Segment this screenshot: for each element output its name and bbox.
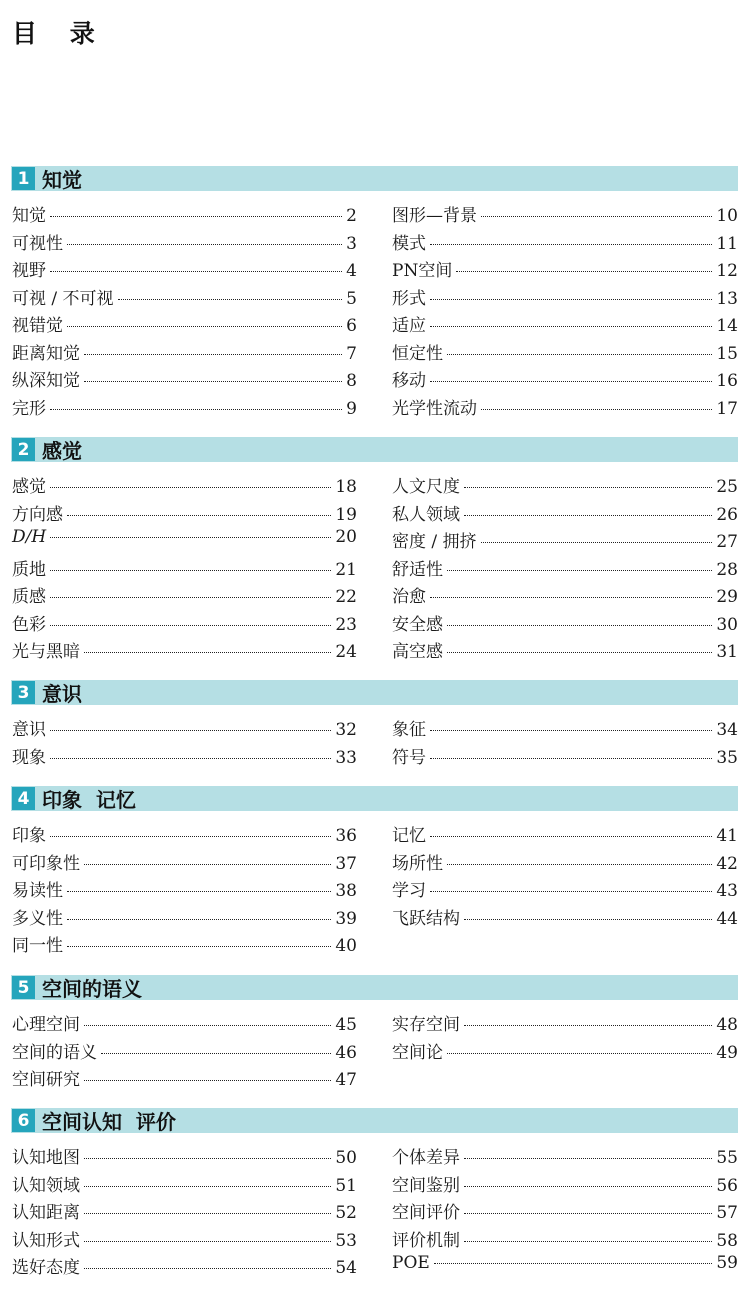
section-number-badge: 3 [12,681,35,704]
toc-entry[interactable] [12,931,357,959]
entry-page-number: 9 [346,398,357,419]
toc-entry[interactable] [12,1198,357,1226]
dot-leader [464,918,712,920]
entry-title: 安全感 [392,614,443,635]
dot-leader [84,1240,331,1242]
dot-leader [430,380,712,382]
entry-title: POE [392,1253,430,1273]
entry-title: 纵深知觉 [12,371,80,391]
section-number-badge: 4 [12,787,35,810]
toc-section [0,786,750,956]
entry-title: 印象 [12,826,46,846]
toc-entry[interactable] [12,1226,357,1254]
entry-page-number: 2 [346,206,357,226]
dot-leader [464,1185,712,1187]
toc-entry[interactable] [12,555,357,583]
toc-entry[interactable] [392,1010,738,1038]
entry-page-number: 26 [716,504,738,525]
dot-leader [481,408,712,410]
entry-page-number: 27 [716,532,738,552]
toc-column-right [392,821,738,931]
entry-page-number: 57 [716,1203,738,1223]
entry-title: 光学性流动 [392,398,477,419]
entry-title: 距离知觉 [12,343,80,364]
entry-title: 感觉 [12,477,46,497]
entry-title: 飞跃结构 [392,908,460,929]
dot-leader [50,569,331,571]
entry-page-number: 42 [716,853,738,874]
toc-entry[interactable] [12,472,357,500]
dot-leader [447,353,712,355]
dot-leader [67,918,331,920]
toc-entry[interactable] [12,582,357,610]
entry-page-number: 15 [716,343,738,364]
toc-entry[interactable] [392,715,738,743]
toc-entry[interactable] [12,201,357,229]
toc-entry[interactable] [392,904,738,932]
entry-page-number: 24 [335,642,357,662]
toc-column-right [392,715,738,770]
toc-entry[interactable] [12,284,357,312]
toc-entry[interactable] [12,849,357,877]
entry-title: 易读性 [12,881,63,901]
entry-page-number: 37 [335,853,357,874]
dot-leader [101,1052,331,1054]
toc-section [0,680,750,768]
toc-entry[interactable] [12,339,357,367]
entry-title: 移动 [392,371,426,391]
entry-title: 空间论 [392,1042,443,1063]
entry-page-number: 35 [716,747,738,768]
entry-title: 个体差异 [392,1148,460,1168]
entry-page-number: 58 [716,1230,738,1251]
entry-page-number: 44 [716,908,738,929]
dot-leader [118,298,343,300]
section-header [11,1108,738,1133]
entry-title: 色彩 [12,614,46,635]
toc-entry[interactable] [392,472,738,500]
entry-title: 可印象性 [12,853,80,874]
entry-page-number: 12 [716,261,738,281]
entry-title: 知觉 [12,206,46,226]
dot-leader [84,353,342,355]
toc-entry[interactable] [12,821,357,849]
dot-leader [464,1212,712,1214]
entry-title: 认知领域 [12,1175,80,1196]
toc-column-left [12,715,357,770]
entry-page-number: 6 [346,316,357,336]
section-title: 空间认知 评价 [42,1110,176,1134]
toc-entry[interactable] [12,1038,357,1066]
dot-leader [84,863,331,865]
section-number-badge: 1 [12,167,35,190]
toc-entry[interactable] [12,1010,357,1038]
entry-title: 心理空间 [12,1015,80,1035]
dot-leader [50,270,342,272]
dot-leader [50,215,342,217]
dot-leader [464,486,712,488]
entry-page-number: 36 [335,826,357,846]
entry-title: 象征 [392,720,426,740]
toc-entry[interactable] [392,876,738,904]
toc-entry[interactable] [12,1171,357,1199]
entry-title: 场所性 [392,853,443,874]
dot-leader [456,270,712,272]
dot-leader [84,1212,331,1214]
entry-page-number: 25 [716,477,738,497]
toc-column-right [392,1010,738,1065]
dot-leader [464,514,712,516]
toc-column-left [12,201,357,421]
dot-leader [430,757,712,759]
entry-page-number: 55 [716,1148,738,1168]
entry-page-number: 10 [716,206,738,226]
entry-title: 空间评价 [392,1203,460,1223]
entry-title: 完形 [12,398,46,419]
entry-page-number: 19 [335,504,357,525]
entry-title: D/H [12,527,47,547]
entry-page-number: 40 [335,936,357,956]
toc-entry[interactable] [392,366,738,394]
dot-leader [84,1157,331,1159]
entry-page-number: 21 [335,559,357,580]
entry-page-number: 53 [335,1230,357,1251]
entry-page-number: 47 [335,1070,357,1090]
dot-leader [481,541,713,543]
toc-column-left [12,472,357,665]
entry-page-number: 46 [335,1042,357,1063]
entry-title: 质地 [12,559,46,580]
toc-entry[interactable] [392,339,738,367]
entry-title: 形式 [392,288,426,309]
dot-leader [447,1052,712,1054]
dot-leader [434,1262,713,1264]
entry-title: PN空间 [392,261,453,281]
entry-page-number: 22 [335,587,357,607]
toc-section [0,1108,750,1278]
entry-page-number: 8 [346,371,357,391]
toc-entry[interactable] [392,527,738,555]
dot-leader [430,298,712,300]
toc-entry[interactable] [392,1038,738,1066]
entry-page-number: 17 [716,398,738,419]
entry-title: 空间的语义 [12,1042,97,1063]
entry-title: 图形—背景 [392,206,477,226]
toc-entry[interactable] [392,201,738,229]
dot-leader [67,890,331,892]
entry-title: 认知距离 [12,1203,80,1223]
toc-entry[interactable] [392,1143,738,1171]
section-header [11,680,738,705]
toc-entry[interactable] [392,555,738,583]
entry-title: 实存空间 [392,1015,460,1035]
toc-entry[interactable] [392,743,738,771]
dot-leader [430,729,712,731]
dot-leader [447,651,712,653]
dot-leader [84,1079,331,1081]
toc-entry[interactable] [12,637,357,665]
dot-leader [430,243,712,245]
dot-leader [67,514,331,516]
entry-page-number: 3 [346,233,357,254]
dot-leader [50,624,331,626]
toc-section [0,437,750,662]
dot-leader [447,624,712,626]
dot-leader [50,486,331,488]
toc-entry[interactable] [12,904,357,932]
entry-title: 可视 / 不可视 [12,288,114,309]
section-header [11,786,738,811]
toc-entry[interactable] [392,1226,738,1254]
entry-page-number: 31 [716,642,738,662]
entry-title: 质感 [12,587,46,607]
dot-leader [430,596,712,598]
entry-page-number: 54 [335,1258,357,1278]
entry-page-number: 41 [716,826,738,846]
entry-title: 模式 [392,233,426,254]
entry-page-number: 34 [716,720,738,740]
entry-page-number: 50 [335,1148,357,1168]
entry-page-number: 4 [346,261,357,281]
dot-leader [447,569,712,571]
entry-page-number: 45 [335,1015,357,1035]
section-header [11,166,738,191]
toc-column-left [12,1143,357,1281]
entry-title: 记忆 [392,826,426,846]
toc-entry[interactable] [392,610,738,638]
dot-leader [50,757,331,759]
dot-leader [464,1157,712,1159]
toc-column-right [392,201,738,421]
dot-leader [50,596,331,598]
section-title: 意识 [42,682,82,706]
toc-entry[interactable] [392,256,738,284]
toc-column-right [392,472,738,665]
entry-page-number: 49 [716,1042,738,1063]
entry-page-number: 32 [335,720,357,740]
entry-page-number: 56 [716,1175,738,1196]
dot-leader [50,408,342,410]
section-number-badge: 2 [12,438,35,461]
entry-page-number: 52 [335,1203,357,1223]
entry-page-number: 30 [716,614,738,635]
dot-leader [67,243,342,245]
entry-title: 空间研究 [12,1070,80,1090]
toc-entry[interactable] [12,715,357,743]
entry-title: 符号 [392,747,426,768]
entry-title: 现象 [12,747,46,768]
entry-title: 认知地图 [12,1148,80,1168]
entry-page-number: 33 [335,747,357,768]
entry-page-number: 38 [335,881,357,901]
entry-page-number: 14 [716,316,738,336]
entry-page-number: 18 [335,477,357,497]
toc-entry[interactable] [392,849,738,877]
entry-page-number: 59 [716,1253,738,1273]
toc-entry[interactable] [392,1253,738,1281]
toc-entry[interactable] [392,394,738,422]
toc-entry[interactable] [12,256,357,284]
entry-page-number: 29 [716,587,738,607]
entry-title: 视错觉 [12,316,63,336]
entry-title: 人文尺度 [392,477,460,497]
entry-title: 光与黑暗 [12,642,80,662]
toc-entry[interactable] [12,500,357,528]
entry-title: 高空感 [392,642,443,662]
dot-leader [50,835,331,837]
entry-title: 选好态度 [12,1258,80,1278]
toc-entry[interactable] [12,1253,357,1281]
entry-title: 适应 [392,316,426,336]
dot-leader [84,651,331,653]
dot-leader [481,215,712,217]
section-title: 感觉 [42,439,82,463]
dot-leader [430,890,712,892]
toc-entry[interactable] [392,1171,738,1199]
section-title: 印象 记忆 [42,788,136,812]
entry-title: 同一性 [12,936,63,956]
toc-entry[interactable] [12,876,357,904]
entry-page-number: 11 [716,233,738,254]
entry-title: 多义性 [12,908,63,929]
toc-entry[interactable] [12,1065,357,1093]
toc-column-left [12,821,357,959]
toc-section [0,166,750,419]
toc-entry[interactable] [392,582,738,610]
section-number-badge: 6 [12,1109,35,1132]
toc-entry[interactable] [392,821,738,849]
entry-title: 密度 / 拥挤 [392,532,477,552]
toc-entry[interactable] [392,284,738,312]
dot-leader [50,729,331,731]
entry-page-number: 7 [346,343,357,364]
entry-title: 学习 [392,881,426,901]
entry-page-number: 16 [716,371,738,391]
entry-page-number: 20 [335,527,357,547]
toc-entry[interactable] [392,1198,738,1226]
entry-title: 方向感 [12,504,63,525]
dot-leader [67,945,331,947]
toc-entry[interactable] [12,610,357,638]
entry-page-number: 13 [716,288,738,309]
toc-entry[interactable] [392,229,738,257]
page-title: 目 录 [12,19,107,48]
dot-leader [464,1024,712,1026]
toc-entry[interactable] [12,229,357,257]
toc-entry[interactable] [392,637,738,665]
entry-page-number: 43 [716,881,738,901]
entry-title: 恒定性 [392,343,443,364]
toc-section [0,975,750,1090]
section-header [11,437,738,462]
toc-entry[interactable] [12,527,357,555]
entry-page-number: 28 [716,559,738,580]
dot-leader [430,835,712,837]
entry-title: 可视性 [12,233,63,254]
entry-page-number: 5 [346,288,357,309]
dot-leader [67,325,342,327]
dot-leader [84,1267,331,1269]
dot-leader [464,1240,712,1242]
entry-page-number: 48 [716,1015,738,1035]
toc-entry[interactable] [12,311,357,339]
dot-leader [84,380,342,382]
toc-entry[interactable] [12,1143,357,1171]
dot-leader [447,863,712,865]
toc-entry[interactable] [12,743,357,771]
entry-page-number: 39 [335,908,357,929]
section-title: 知觉 [42,168,82,192]
entry-title: 认知形式 [12,1230,80,1251]
entry-title: 治愈 [392,587,426,607]
entry-title: 视野 [12,261,46,281]
entry-title: 评价机制 [392,1230,460,1251]
toc-column-left [12,1010,357,1093]
section-number-badge: 5 [12,976,35,999]
toc-entry[interactable] [392,311,738,339]
dot-leader [50,536,331,538]
entry-title: 空间鉴别 [392,1175,460,1196]
entry-title: 私人领域 [392,504,460,525]
entry-title: 意识 [12,720,46,740]
toc-entry[interactable] [392,500,738,528]
section-header [11,975,738,1000]
toc-column-right [392,1143,738,1281]
toc-entry[interactable] [12,394,357,422]
toc-entry[interactable] [12,366,357,394]
section-title: 空间的语义 [42,977,142,1001]
entry-page-number: 23 [335,614,357,635]
dot-leader [84,1185,331,1187]
entry-page-number: 51 [335,1175,357,1196]
entry-title: 舒适性 [392,559,443,580]
dot-leader [430,325,712,327]
dot-leader [84,1024,331,1026]
